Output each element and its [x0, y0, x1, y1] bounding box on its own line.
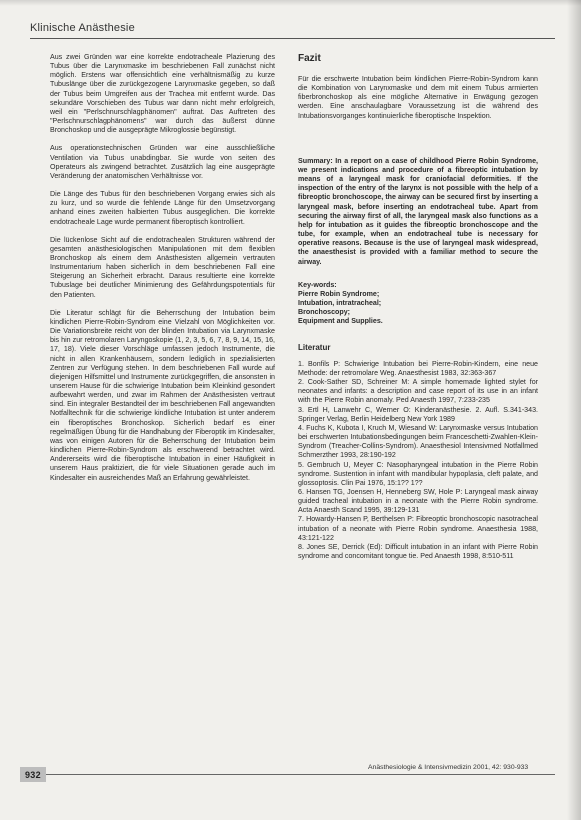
reference-item: 1. Bonfils P: Schwierige Intubation bei Pierre-Robin-Kindern, eine neue Methode: der retromolare Weg. Anaesthesist 1983, 32:363-367	[298, 359, 538, 377]
paragraph: Aus zwei Gründen war eine korrekte endotracheale Plazierung des Tubus über die Larynxmaske im beschriebenen Fall zunächst nicht möglich. Erstens war offensichtlich eine verhältnismäßig zu kurze Tubuslänge über die zurückgezogene Larynxmaske gegeben, so daß der Tubus beim Umgreifen aus der Trachea mit entfernt wurde. Das sekundäre Vorschieben des Tubus war dann nicht mehr erfolgreich, weil ein "Perlschnurschlagphänomen" auftrat. Das Auftreten des "Perlschnurschlagphänomens" war durch das äußerst dünne Bronchoskop und die ausgeprägte Mikroglossie begünstigt.	[50, 53, 275, 135]
reference-item: 3. Ertl H, Lanwehr C, Werner O: Kinderanästhesie. 2. Aufl. S.341-343. Springer Verlag, Berlin Heidelberg New York 1989	[298, 405, 538, 423]
page-number: 932	[20, 767, 46, 782]
keyword: Bronchoscopy;	[298, 308, 351, 317]
fazit-heading: Fazit	[298, 53, 321, 64]
fazit-paragraph: Für die erschwerte Intubation beim kindlichen Pierre-Robin-Syndrom kann die Kombination von Larynxmaske und dem mit einem Tubus armierten fiberbronchoskop als eine mögliche Alternative in Erwägung gezogen werden. Eine anschaulagbare Voraussetzung ist die während des Intubationsvorganges kontinuierliche fiberoptische Inspektion.	[298, 75, 538, 120]
reference-item: 5. Gembruch U, Meyer C: Nasopharyngeal intubation in the Pierre Robin syndrome. Sustention in infant with mandibular hypoplasia, cleft palate, and glossoptosis. Clin Pai 1976, 15:1?? 1??	[298, 460, 538, 487]
right-column	[298, 53, 538, 561]
keyword: Intubation, intratracheal;	[298, 299, 382, 308]
keyword: Equipment and Supplies.	[298, 317, 383, 326]
footer-rule	[30, 774, 555, 775]
keywords-label: Key-words:	[298, 280, 337, 289]
paragraph: Die lückenlose Sicht auf die endotrachealen Strukturen während der gesamten anästhesiologischen Manipulationen mit dem flexiblen Bronchoskop als einem dem Anästhesisten allgemein vertrauten Instrumentarium haben sicherlich in dem beschriebenen Fall eine Steigerung an Sicherheit erbracht. Daraus resultierte eine korrekte Tubuslage bei deutlicher Minimierung des Gefährdungspotentials für den Patienten.	[50, 235, 275, 299]
left-column	[50, 53, 275, 492]
reference-item: 4. Fuchs K, Kubota I, Kruch M, Wiesand W: Larynxmaske versus Intubation bei erschwerten Intubationsbedingungen beim Franceschetti-Zwahlen-Klein-Syndrom (Treacher-Collins-Syndrom). Anaesthesiol Intensivmed Notfallmed Schmerzther 1993, 28:190-192	[298, 423, 538, 460]
paragraph: Die Länge des Tubus für den beschriebenen Vorgang erwies sich als zu kurz, und so wurde die fehlende Länge für den Umsetzvorgang anhand eines zweiten halbierten Tubus ausgeglichen. Die korrekte endotracheale Lage wurde permanent fiberoptisch kontrolliert.	[50, 190, 275, 226]
summary-paragraph: Summary: In a report on a case of childhood Pierre Robin Syndrome, we present indications and procedure of a fibreoptic intubation by means of a laryngeal mask for craniofacial deformities. If the inspection of the entry of the larynx is not possible with the help of a fibreoptic bronchoscope, the airway can be secured first by inserting a laryngeal mask, before inserting an endotracheal tube. Apart from securing the airway first of all, the laryngeal mask also functions as a help for intubation as it guides the fibreoptic bronchoscope and the tube, for example, when an endotracheal tube is necessary for operative reasons. Because is the use of laryngeal mask widespread, the anaesthesist is provided with a familiar method to secure the airway.	[298, 156, 538, 266]
reference-item: 2. Cook-Sather SD, Schreiner M: A simple homemade lighted stylet for neonates and infants: a description and case report of its use in an infant with the Pierre Robin anomaly. Ped Anaesth 1997, 7:233-235	[298, 378, 538, 405]
reference-list	[298, 360, 538, 561]
header-rule	[30, 38, 555, 39]
keywords-block	[298, 281, 538, 327]
paragraph: Die Literatur schlägt für die Beherrschung der Intubation beim kindlichen Pierre-Robin-Syndrom eine Vielzahl von Möglichkeiten vor. Die Variationsbreite reicht von der blinden Intubation via Larynxmaske bis hin zur retromolaren Laryngoskopie (1, 2, 3, 5, 6, 7, 8, 9, 14, 15, 16, 17, 18). Viele dieser Vorschläge umfassen jedoch Instrumente, die nicht in allen Krankenhäusern, sondern lediglich in spezialisierten Zentren zur Verfügung stehen. In dem beschriebenen Fall wurde auf diejenigen Hilfsmittel und Instrumente zurückgegriffen, die ansonsten in unserem Hause für die schwierige Intubation beim Kleinkind gesondert aufbewahrt werden, und zwar im Rahmen der Anästhesisten vertraut sind. Ein integraler Bestandteil der im beschriebenen Fall angewandten Notfalltechnik für die schwierige kindliche Intubation ist unter anderem ein fiberoptisches Bronchoskop. Sicherlich bedarf es einer regelmäßigen Übung für die Handhabung der Fiberoptik im Kindesalter, was von einigen Autoren für die Beherrschung der Intubation beim kindlichen Pierre-Robin-Syndrom als erschwerend betrachtet wird. Andererseits wird die fiberoptische Intubation in einer Häufigkeit in unserem Haus praktiziert, die für viele Situationen gerade auch im Kindesalter ein ausreichendes Maß an Erfahrung gewährleistet.	[50, 308, 275, 482]
journal-citation: Anästhesiologie & Intensivmedizin 2001, 42: 930-933	[368, 764, 529, 771]
reference-item: 7. Howardy-Hansen P, Berthelsen P: Fibreoptic bronchoscopic nasotracheal intubation of a neonate with Pierre Robin syndrome. Anaesthesia 1988, 43:121-122	[298, 515, 538, 542]
section-header: Klinische Anästhesie	[30, 22, 135, 34]
keyword: Pierre Robin Syndrome;	[298, 289, 380, 298]
scan-edge-shadow	[567, 0, 581, 820]
reference-item: 6. Hansen TG, Joensen H, Henneberg SW, Hole P: Laryngeal mask airway guided tracheal intubation in a neonate with the Pierre Robin syndrome. Acta Anaesth Scand 1995, 39:129-131	[298, 488, 538, 515]
reference-item: 8. Jones SE, Derrick (Ed): Difficult intubation in an infant with Pierre Robin syndrome and concomitant tongue tie. Ped Anaesth 1998, 8:510-511	[298, 542, 538, 561]
paragraph: Aus operationstechnischen Gründen war eine ausschließliche Ventilation via Tubus unabdingbar. Sie wurde von seiten des Operateurs als zwingend betrachtet. Zusätzlich lag eine ausgeprägte Veränderung der anatomischen Verhältnisse vor.	[50, 144, 275, 180]
literature-heading: Literatur	[298, 342, 331, 352]
scan-top-edge	[0, 0, 581, 6]
